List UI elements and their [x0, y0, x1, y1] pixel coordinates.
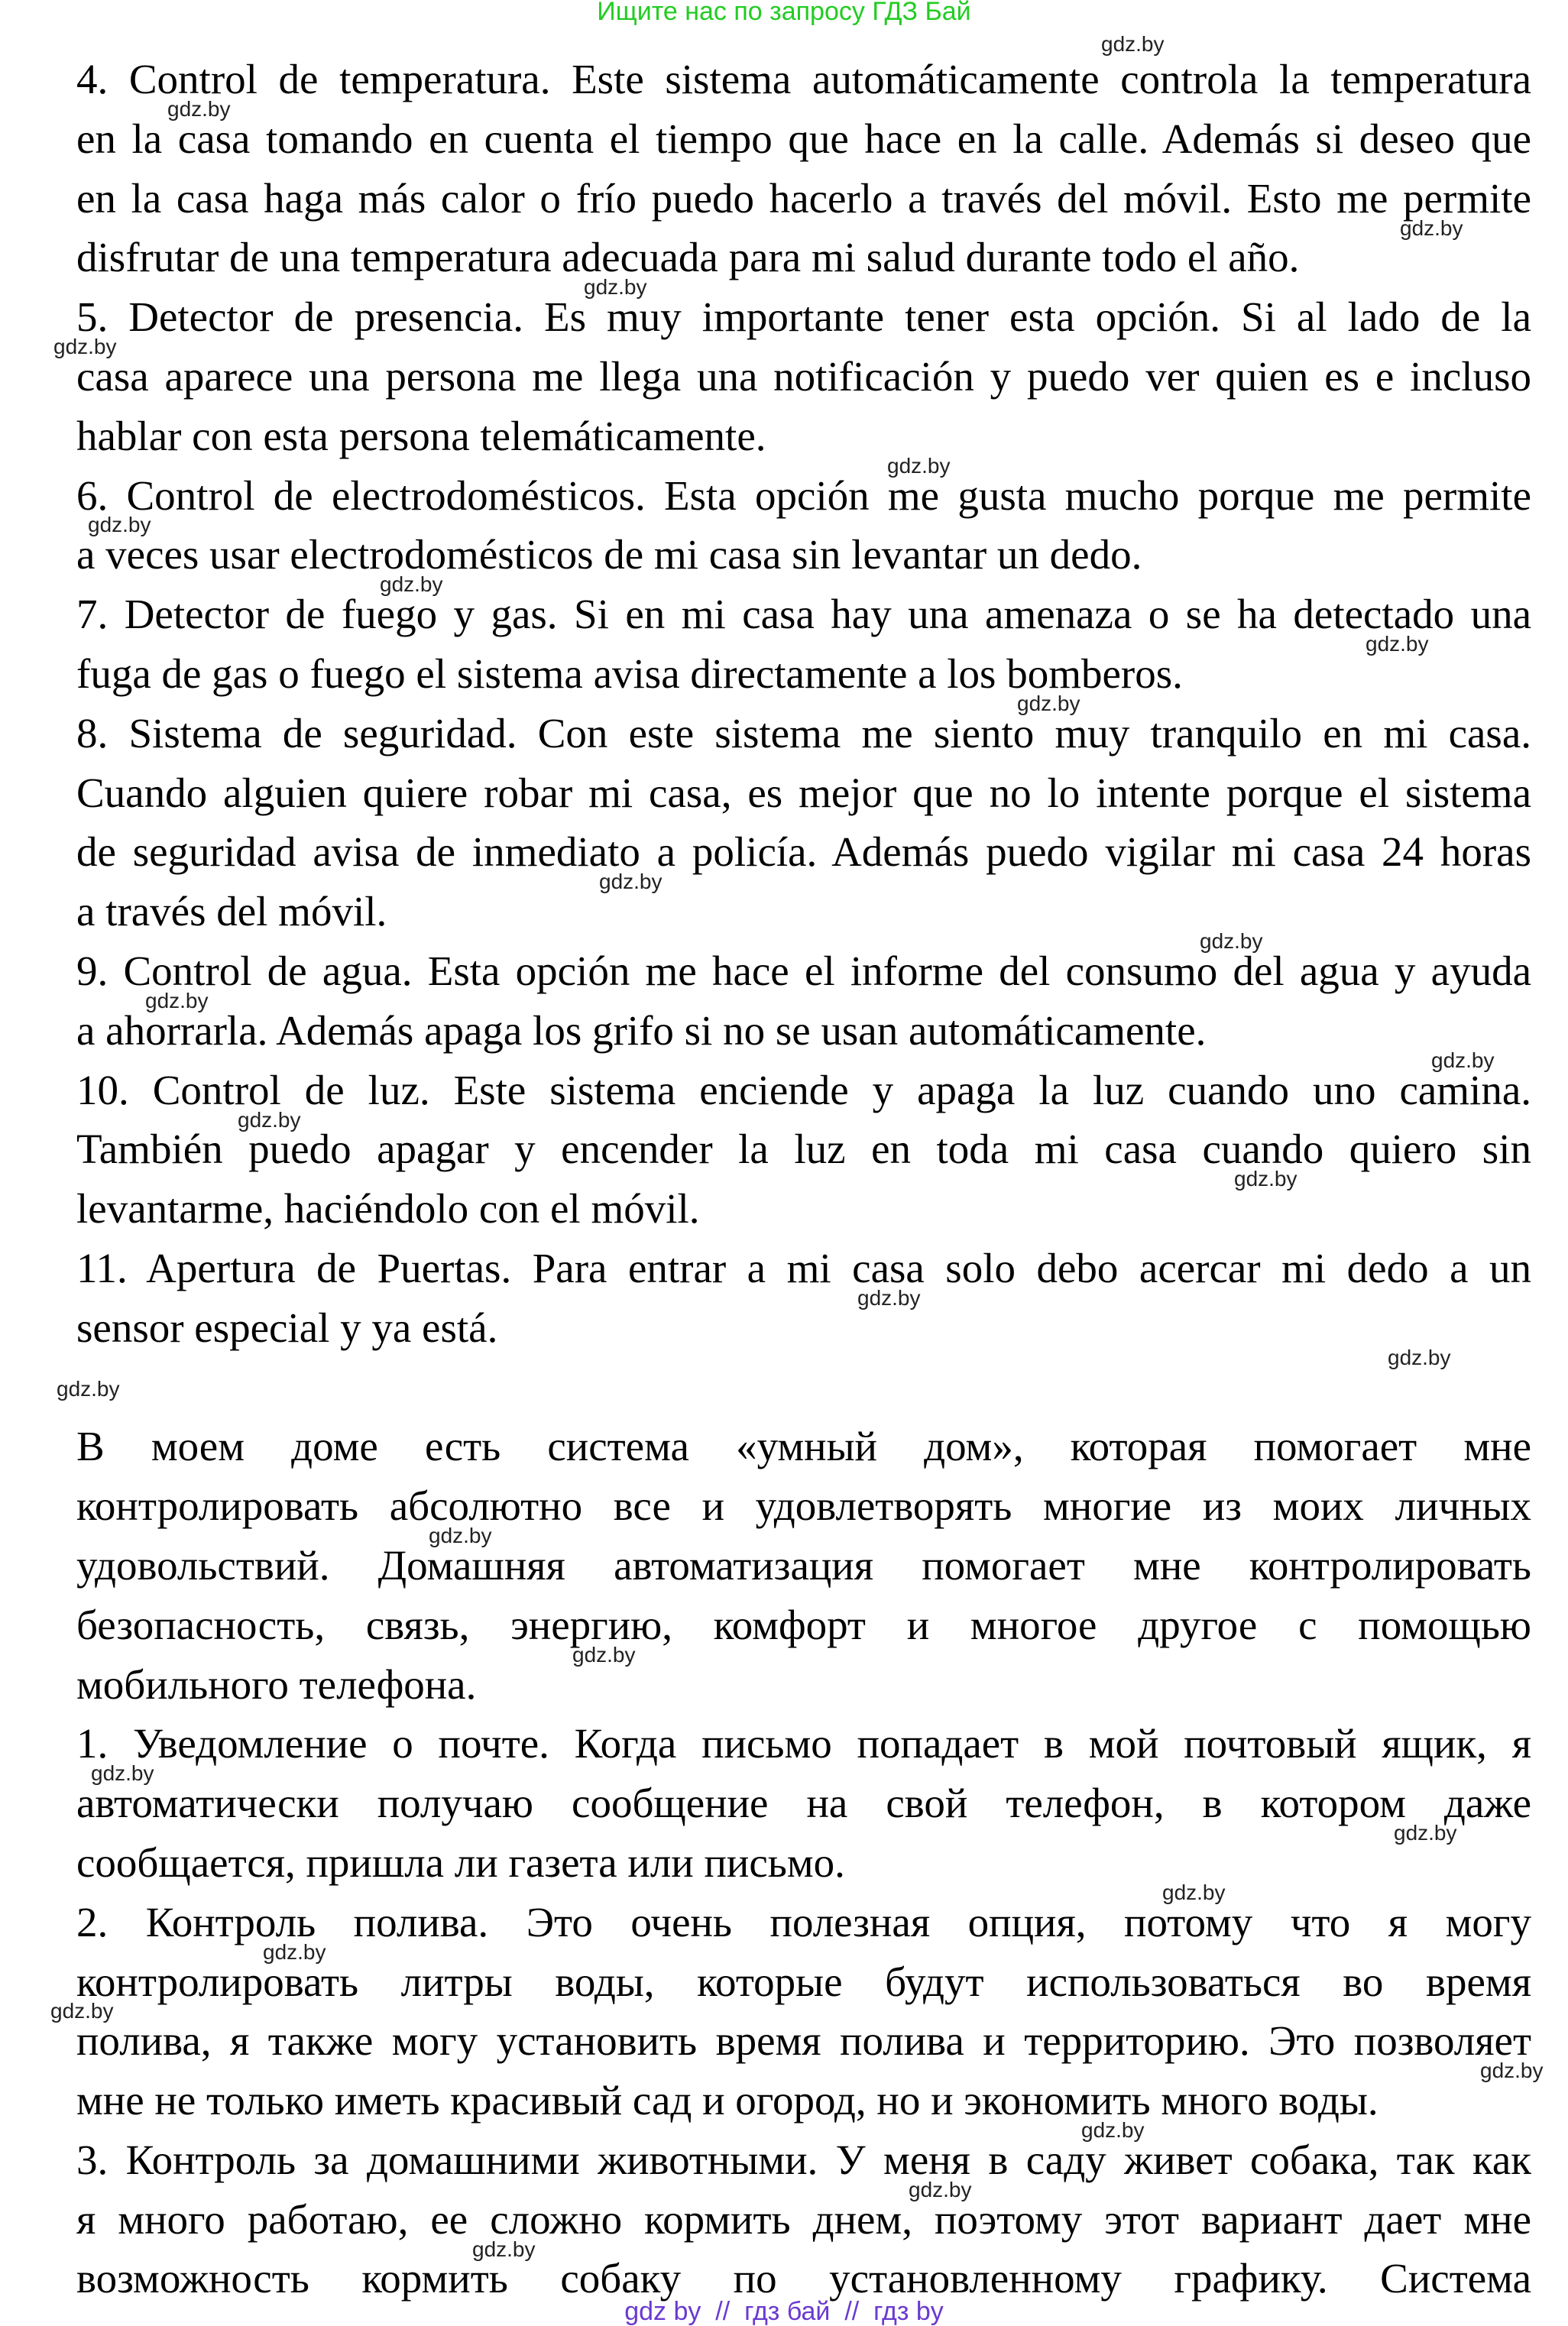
text-line: 11. Apertura de Puertas. Para entrar a mi casa solo debo acercar mi dedo a un [76, 1244, 1531, 1291]
text-line: casa aparece una persona me llega una notificación y puedo ver quien es e incluso [76, 352, 1531, 400]
watermark: gdz.by [1394, 1821, 1457, 1845]
watermark: gdz.by [1081, 2118, 1145, 2142]
watermark: gdz.by [50, 1999, 114, 2023]
text-line: a ahorrarla. Además apaga los grifo si no se usan automáticamente. [76, 1006, 1207, 1054]
watermark: gdz.by [1101, 32, 1165, 56]
text-line: 5. Detector de presencia. Es muy importante tener esta opción. Si al lado de la [76, 293, 1531, 341]
text-line: безопасность, связь, энергию, комфорт и многое другое с помощью [76, 1601, 1531, 1648]
watermark: gdz.by [1388, 1346, 1451, 1369]
paragraph-gap [76, 1370, 1531, 1405]
watermark: gdz.by [1366, 632, 1429, 656]
text-line: en la casa tomando en cuenta el tiempo que hace en la calle. Además si deseo que [76, 115, 1531, 162]
text-line: 10. Control de luz. Este sistema enciende y apaga la luz cuando uno camina. [76, 1066, 1531, 1113]
text-line: контролировать абсолютно все и удовлетворять многие из моих личных [76, 1482, 1531, 1530]
watermark: gdz.by [1480, 2059, 1544, 2082]
watermark: gdz.by [53, 335, 117, 358]
watermark: gdz.by [584, 275, 647, 299]
text-line: автоматически получаю сообщение на свой телефон, в котором даже [76, 1780, 1531, 1827]
watermark: gdz.by [599, 870, 663, 893]
text-line: a veces usar electrodomésticos de mi casa sin levantar un dedo. [76, 531, 1142, 578]
watermark: gdz.by [472, 2237, 536, 2261]
watermark: gdz.by [1017, 692, 1080, 715]
text-line: В моем доме есть система «умный дом», которая помогает мне [76, 1423, 1531, 1470]
text-line: 2. Контроль полива. Это очень полезная опция, потому что я могу [76, 1898, 1531, 1945]
text-line: 1. Уведомление о почте. Когда письмо попадает в мой почтовый ящик, я [76, 1720, 1531, 1767]
watermark: gdz.by [57, 1377, 120, 1401]
text-line: 9. Control de agua. Esta opción me hace el informe del consumo del agua y ayuda [76, 947, 1531, 994]
watermark: gdz.by [263, 1940, 326, 1964]
text-line: 3. Контроль за домашними животными. У меня в саду живет собака, так как [76, 2136, 1531, 2183]
text-line: возможность кормить собаку по установленному графику. Система [76, 2255, 1531, 2302]
watermark: gdz.by [429, 1524, 492, 1547]
text-line: 8. Sistema de seguridad. Con este sistema me siento muy tranquilo en mi casa. [76, 709, 1531, 756]
watermark: gdz.by [167, 97, 231, 121]
text-line: sensor especial y ya está. [76, 1304, 498, 1351]
watermark: gdz.by [1431, 1048, 1495, 1072]
watermark: gdz.by [1234, 1167, 1297, 1191]
text-line: удовольствий. Домашняя автоматизация помогает мне контролировать [76, 1541, 1531, 1589]
text-line: hablar con esta persona telemáticamente. [76, 412, 766, 459]
watermark: gdz.by [238, 1108, 301, 1132]
footer-links[interactable]: gdz by // гдз бай // гдз by [624, 2297, 944, 2326]
text-line: мобильного телефона. [76, 1660, 477, 1708]
watermark: gdz.by [91, 1761, 154, 1785]
document-body [76, 56, 1531, 2321]
text-line: 7. Detector de fuego y gas. Si en mi casa hay una amenaza o se ha detectado una [76, 591, 1531, 638]
text-line: полива, я также могу установить время полива и территорию. Это позволяет [76, 2017, 1531, 2065]
watermark: gdz.by [857, 1286, 921, 1310]
watermark: gdz.by [572, 1643, 636, 1667]
search-banner[interactable]: Ищите нас по запросу ГДЗ Бай [597, 0, 971, 26]
watermark: gdz.by [88, 513, 151, 536]
text-line: de seguridad avisa de inmediato a policía. Además puedo vigilar mi casa 24 horas [76, 828, 1531, 876]
text-line: levantarme, haciéndolo con el móvil. [76, 1185, 700, 1233]
watermark: gdz.by [887, 454, 951, 478]
text-line: en la casa haga más calor o frío puedo hacerlo a través del móvil. Esto me permite [76, 174, 1531, 222]
text-line: fuga de gas o fuego el sistema avisa directamente a los bomberos. [76, 650, 1183, 697]
text-line: Cuando alguien quiere robar mi casa, es mejor que no lo intente porque el sistema [76, 769, 1531, 816]
text-line: мне не только иметь красивый сад и огород, но и экономить много воды. [76, 2077, 1378, 2124]
text-line: 6. Control de electrodomésticos. Esta opción me gusta mucho porque me permite [76, 471, 1531, 519]
watermark: gdz.by [1200, 929, 1263, 953]
watermark: gdz.by [380, 572, 443, 596]
watermark: gdz.by [145, 989, 209, 1012]
text-line: 4. Control de temperatura. Este sistema automáticamente controla la temperatura [76, 56, 1531, 102]
text-line: сообщается, пришла ли газета или письмо. [76, 1838, 845, 1886]
watermark: gdz.by [1400, 216, 1463, 240]
text-line: También puedo apagar y encender la luz en toda mi casa cuando quiero sin [76, 1126, 1531, 1173]
text-line: я много работаю, ее сложно кормить днем, поэтому этот вариант дает мне [76, 2195, 1531, 2243]
text-line: disfrutar de una temperatura adecuada para mi salud durante todo el año. [76, 234, 1300, 281]
watermark: gdz.by [909, 2178, 972, 2201]
watermark: gdz.by [1162, 1881, 1226, 1904]
text-line: a través del móvil. [76, 888, 387, 935]
text-line: контролировать литры воды, которые будут использоваться во время [76, 1958, 1531, 2005]
